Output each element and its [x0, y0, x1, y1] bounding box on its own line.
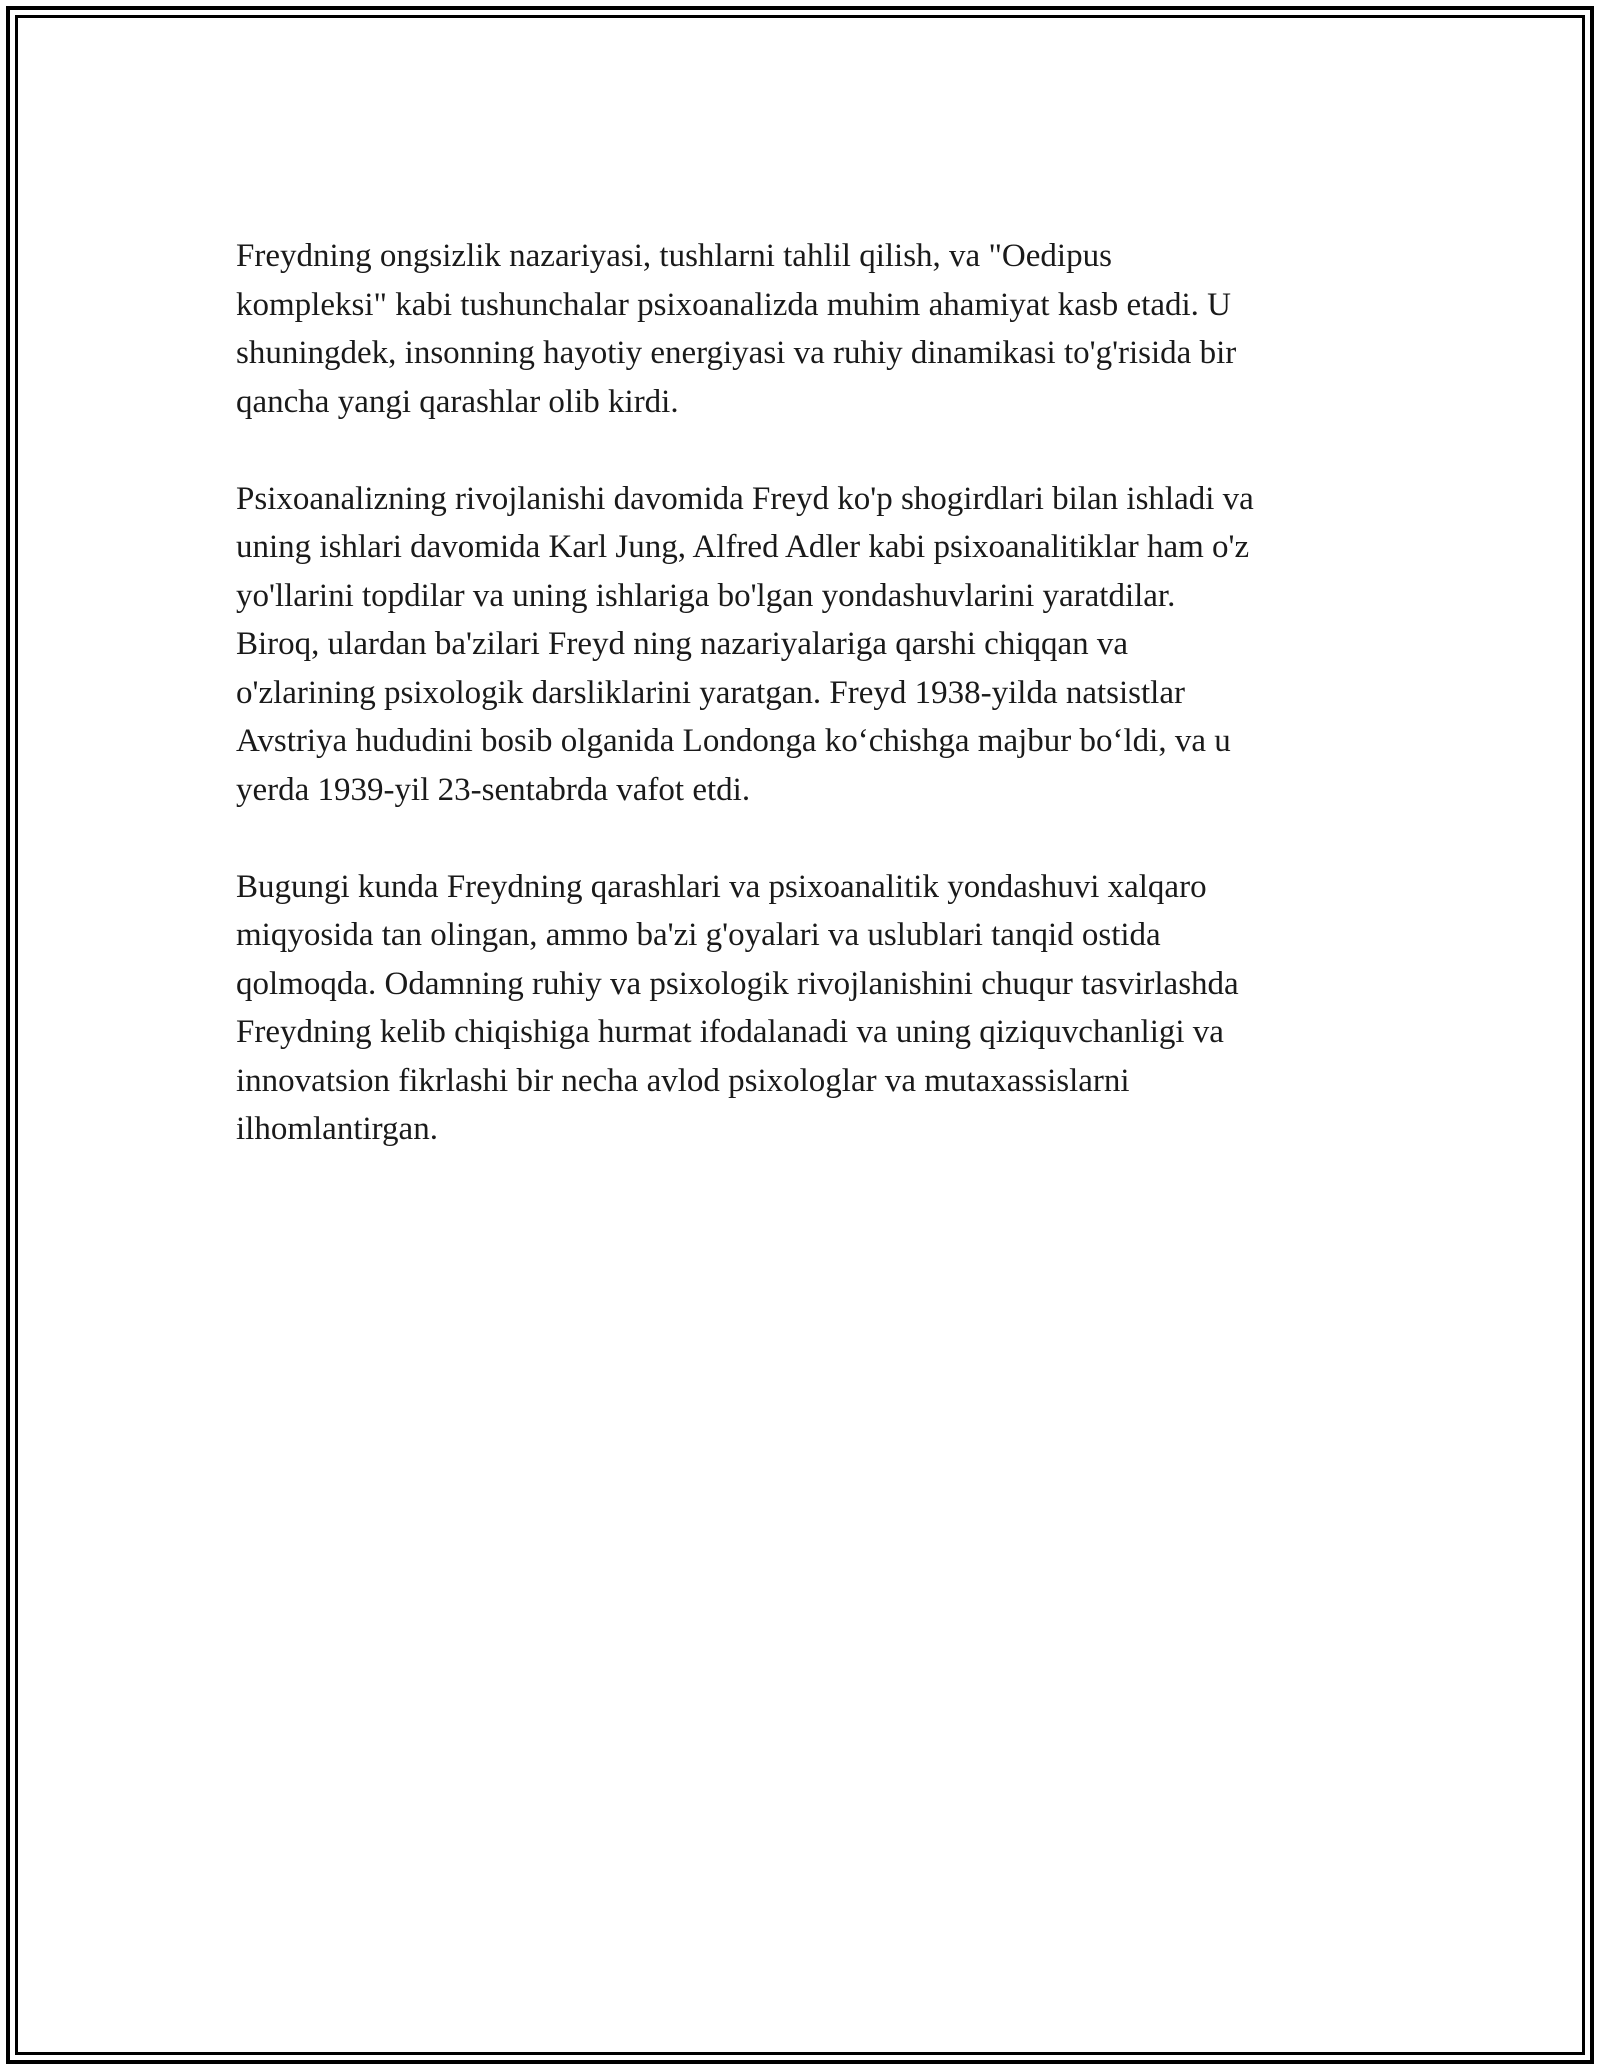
document-body: [236, 232, 1386, 1202]
paragraph-1: Freydning ongsizlik nazariyasi, tushlarni tahlil qilish, va "Oedipus kompleksi" kabi tushunchalar psixoanalizda muhim ahamiyat kasb etadi. U shuningdek, insonning hayotiy energiyasi va ruhiy dinamikasi to'g'risida bir qancha yangi qarashlar olib kirdi.: [236, 238, 1237, 420]
paragraph-3: Bugungi kunda Freydning qarashlari va psixoanalitik yondashuvi xalqaro miqyosida tan olingan, ammo ba'zi g'oyalari va uslublari tanqid ostida qolmoqda. Odamning ruhiy va psixologik rivojlanishini chuqur tasvirlashda Freydning kelib chiqishiga hurmat ifodalanadi va uning qiziquvchanligi va innovatsion fikrlashi bir necha avlod psixologlar va mutaxassislarni ilhomlantirgan.: [236, 868, 1239, 1147]
paragraph-2: Psixoanalizning rivojlanishi davomida Freyd ko'p shogirdlari bilan ishladi va uning ishlari davomida Karl Jung, Alfred Adler kabi psixoanalitiklar ham o'z yo'llarini topdilar va uning ishlariga bo'lgan yondashuvlarini yaratdilar. Biroq, ulardan ba'zilari Freyd ning nazariyalariga qarshi chiqqan va o'zlarining psixologik darsliklarini yaratgan. Freyd 1938-yilda natsistlar Avstriya hududini bosib olganida Londonga ko‘chishga majbur bo‘ldi, va u yerda 1939-yil 23-sentabrda vafot etdi.: [236, 480, 1254, 808]
